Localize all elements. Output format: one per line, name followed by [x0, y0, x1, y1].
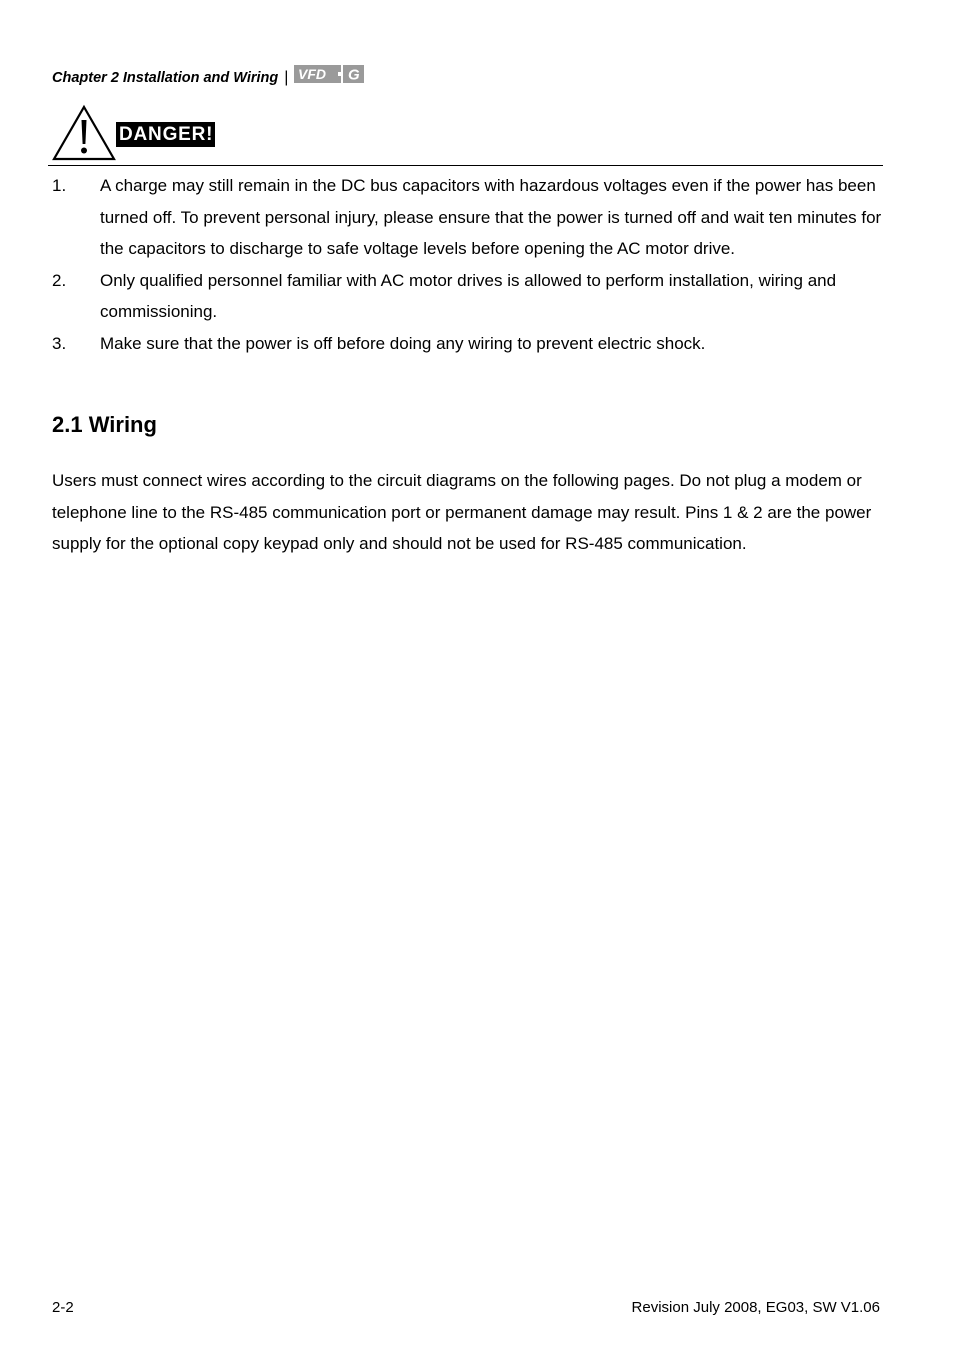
page-number: 2-2: [52, 1299, 74, 1316]
list-item: [52, 328, 882, 360]
page-header: [52, 66, 364, 90]
list-item-text: Make sure that the power is off before doing any wiring to prevent electric shock.: [100, 333, 706, 353]
danger-banner: [52, 104, 214, 162]
danger-list: [52, 170, 882, 360]
list-item: [52, 265, 882, 328]
chapter-title: Chapter 2 Installation and Wiring: [52, 70, 279, 86]
list-item: [52, 170, 882, 265]
list-item-number: 1.: [52, 176, 67, 195]
section-paragraph: Users must connect wires according to the circuit diagrams on the following pages. Do not plug a modem or telephone line to the RS-485 communication port or permanent damage may result. Pins 1 & 2 are the power supply for the optional copy keypad only and should not be used for RS-485 communication.: [52, 471, 872, 554]
list-item-number: 3.: [52, 333, 67, 353]
svg-text:VFD: VFD: [298, 66, 327, 82]
revision-info: Revision July 2008, EG03, SW V1.06: [631, 1299, 880, 1316]
section-title: 2.1 Wiring: [52, 412, 157, 437]
list-item-number: 2.: [52, 270, 67, 290]
header-divider: [48, 165, 883, 166]
list-item-text: Only qualified personnel familiar with AC motor drives is allowed to perform installation, wiring and commissioning.: [100, 270, 837, 322]
danger-label: DANGER!: [116, 122, 215, 147]
svg-text:G: G: [348, 66, 361, 83]
warning-triangle-icon: [52, 104, 116, 162]
vfd-g-logo: [294, 65, 364, 83]
header-separator: |: [284, 69, 289, 86]
list-item-text: A charge may still remain in the DC bus capacitors with hazardous voltages even if the power has been turned off. To prevent personal injury, please ensure that the power is turned off and wait ten minutes for the capacitors to discharge to safe voltage levels before opening the AC motor drive.: [100, 176, 882, 259]
